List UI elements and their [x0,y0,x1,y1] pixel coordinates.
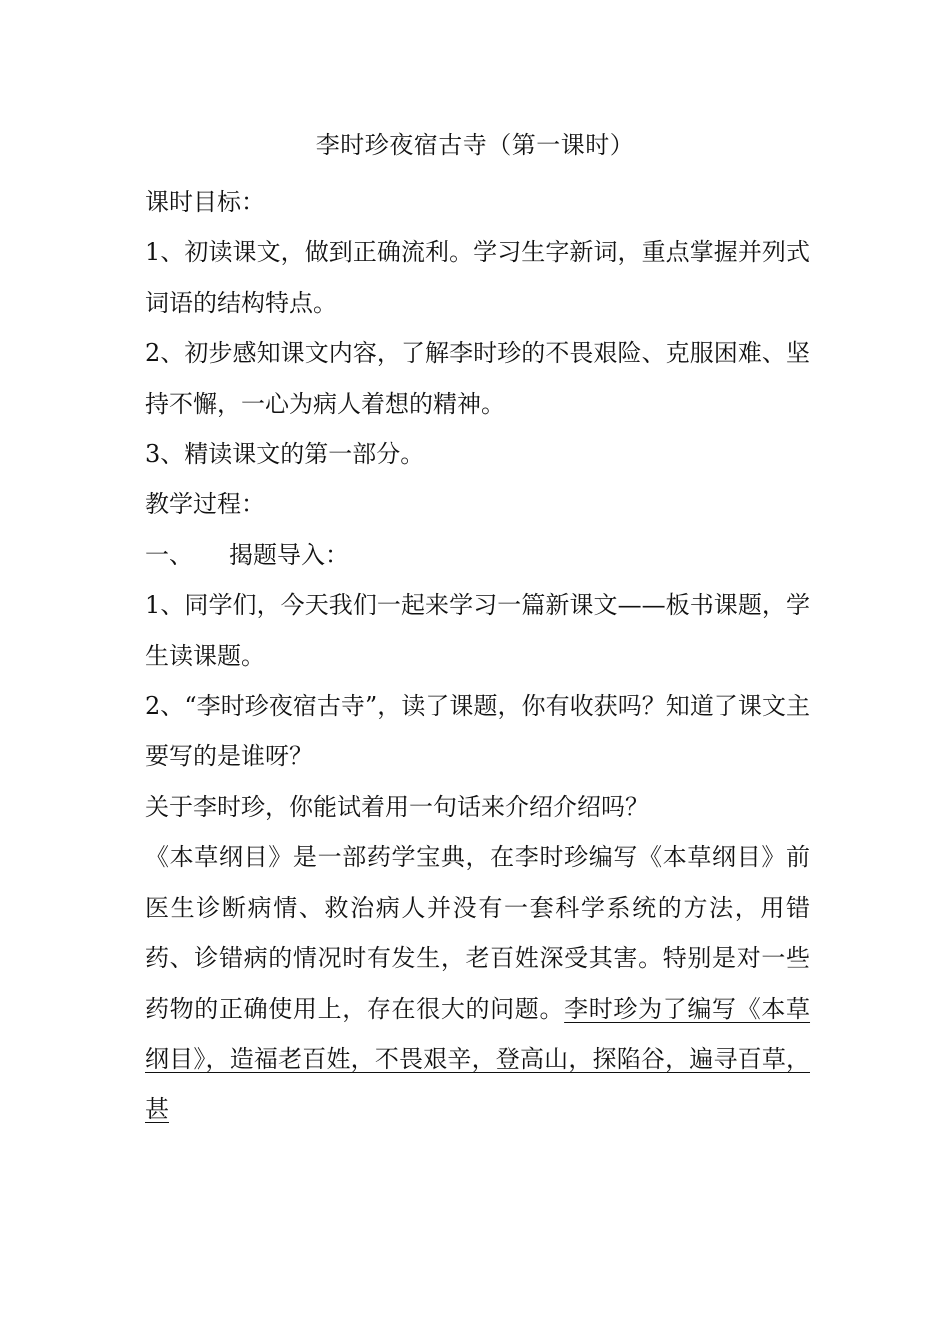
step-item-2: 2、“李时珍夜宿古寺”，读了课题，你有收获吗？知道了课文主要写的是谁呀？ [145,692,810,771]
intro-text: 《本草纲目》是一部药学宝典，在李时珍编写《本草纲目》前医生诊断病情、救治病人并没有一套科学系统的方法，用错药、诊错病的情况时有发生，老百姓深受其害。特别是对一些药物的正确使用上，存在很大的问题。 [145,843,810,1023]
goal-item-3: 3、精读课文的第一部分。 [145,440,425,469]
goals-heading: 课时目标： [145,188,265,216]
step-item-1: 1、同学们，今天我们一起来学习一篇新课文——板书课题，学生读课题。 [145,591,810,670]
lesson-body [145,177,810,1135]
section-title: 揭题导入： [229,540,349,569]
section-number: 一、 [145,540,193,569]
goal-item-1: 1、初读课文，做到正确流利。学习生字新词，重点掌握并列式词语的结构特点。 [145,238,810,317]
intro-paragraph [145,832,810,1134]
lesson-title: 李时珍夜宿古寺（第一课时） [315,131,635,159]
question-paragraph: 关于李时珍，你能试着用一句话来介绍介绍吗？ [145,792,649,821]
section-heading [145,530,810,580]
goal-item-2: 2、初步感知课文内容，了解李时珍的不畏艰险、克服困难、坚持不懈，一心为病人着想的精神。 [145,339,810,418]
underlined-text: 李时珍为了编写《本草纲目》，造福老百姓，不畏艰辛，登高山，探陷谷，遍寻百草，甚 [145,994,811,1124]
process-heading: 教学过程： [145,490,265,519]
